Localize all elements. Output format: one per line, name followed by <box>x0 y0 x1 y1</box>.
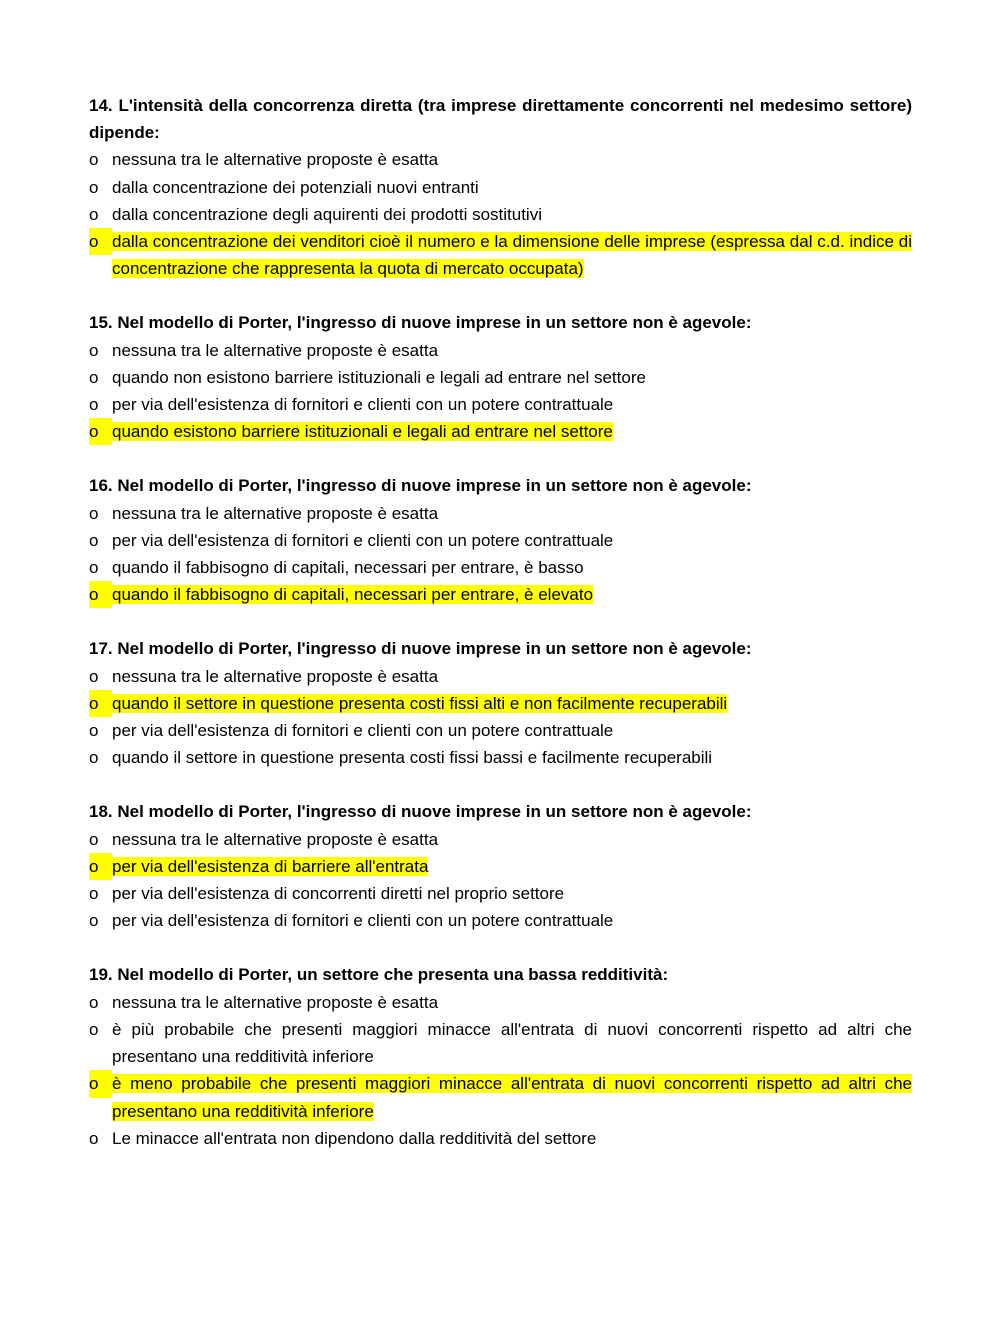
answer-option-text: nessuna tra le alternative proposte è esatta <box>112 503 439 523</box>
answer-options <box>89 500 912 609</box>
answer-option-text: nessuna tra le alternative proposte è esatta <box>112 340 439 360</box>
answer-option <box>89 527 912 554</box>
answer-option-text: nessuna tra le alternative proposte è esatta <box>112 666 439 686</box>
answer-option-text: per via dell'esistenza di fornitori e clienti con un potere contrattuale <box>112 530 614 550</box>
answer-option <box>89 1016 912 1070</box>
bullet-circle-icon: o <box>89 558 99 578</box>
answer-option <box>89 717 912 744</box>
question-title: 15. Nel modello di Porter, l'ingresso di nuove imprese in un settore non è agevole: <box>89 313 752 333</box>
bullet-circle-icon: o <box>89 911 99 931</box>
answer-option-text: nessuna tra le alternative proposte è esatta <box>112 992 439 1012</box>
bullet-circle-icon: o <box>89 721 99 741</box>
bullet-circle-icon: o <box>89 150 99 170</box>
question-block <box>89 309 912 445</box>
bullet-circle-icon: o <box>89 367 99 387</box>
bullet-circle-icon: o <box>89 395 99 415</box>
answer-option-correct <box>89 581 912 608</box>
answer-options <box>89 146 912 282</box>
question-title: 18. Nel modello di Porter, l'ingresso di nuove imprese in un settore non è agevole: <box>89 802 752 822</box>
answer-option-text: nessuna tra le alternative proposte è esatta <box>112 829 439 849</box>
answer-options <box>89 663 912 772</box>
answer-options <box>89 826 912 935</box>
answer-options <box>89 989 912 1152</box>
answer-option <box>89 1125 912 1152</box>
question-block <box>89 472 912 608</box>
question-block <box>89 961 912 1151</box>
answer-option <box>89 989 912 1016</box>
question-title: 19. Nel modello di Porter, un settore che presenta una bassa redditività: <box>89 965 669 985</box>
bullet-circle-icon: o <box>89 581 112 608</box>
bullet-circle-icon: o <box>89 853 112 880</box>
bullet-circle-icon: o <box>89 1019 99 1039</box>
answer-option-text: è meno probabile che presenti maggiori minacce all'entrata di nuovi concorrenti rispetto ad altri che presentano una redditività inferiore <box>112 1074 912 1121</box>
answer-option <box>89 880 912 907</box>
answer-option-text: quando il fabbisogno di capitali, necessari per entrare, è elevato <box>112 585 594 605</box>
document-page <box>89 92 912 1179</box>
answer-option <box>89 146 912 173</box>
answer-option-text: quando il settore in questione presenta costi fissi bassi e facilmente recuperabili <box>112 748 713 768</box>
bullet-circle-icon: o <box>89 530 99 550</box>
answer-option-text: per via dell'esistenza di concorrenti diretti nel proprio settore <box>112 884 565 904</box>
answer-option <box>89 744 912 771</box>
answer-option <box>89 663 912 690</box>
answer-option-correct <box>89 1070 912 1124</box>
answer-option <box>89 174 912 201</box>
answer-option <box>89 201 912 228</box>
answer-option-correct <box>89 228 912 282</box>
answer-option <box>89 907 912 934</box>
answer-option-text: per via dell'esistenza di fornitori e clienti con un potere contrattuale <box>112 721 614 741</box>
answer-option-text: Le minacce all'entrata non dipendono dalla redditività del settore <box>112 1128 597 1148</box>
answer-options <box>89 337 912 446</box>
answer-option-text: per via dell'esistenza di barriere all'entrata <box>112 856 429 876</box>
answer-option-text: quando esistono barriere istituzionali e legali ad entrare nel settore <box>112 422 613 442</box>
bullet-circle-icon: o <box>89 748 99 768</box>
answer-option-correct <box>89 853 912 880</box>
bullet-circle-icon: o <box>89 992 99 1012</box>
bullet-circle-icon: o <box>89 690 112 717</box>
answer-option-text: per via dell'esistenza di fornitori e clienti con un potere contrattuale <box>112 911 614 931</box>
answer-option <box>89 364 912 391</box>
bullet-circle-icon: o <box>89 340 99 360</box>
question-block <box>89 798 912 934</box>
answer-option-correct <box>89 690 912 717</box>
answer-option-text: quando non esistono barriere istituzionali e legali ad entrare nel settore <box>112 367 646 387</box>
question-title: 17. Nel modello di Porter, l'ingresso di nuove imprese in un settore non è agevole: <box>89 639 752 659</box>
answer-option-text: dalla concentrazione dei potenziali nuovi entranti <box>112 177 479 197</box>
bullet-circle-icon: o <box>89 666 99 686</box>
bullet-circle-icon: o <box>89 1128 99 1148</box>
bullet-circle-icon: o <box>89 829 99 849</box>
bullet-circle-icon: o <box>89 228 112 255</box>
bullet-circle-icon: o <box>89 884 99 904</box>
answer-option <box>89 500 912 527</box>
bullet-circle-icon: o <box>89 418 112 445</box>
answer-option-correct <box>89 418 912 445</box>
answer-option-text: nessuna tra le alternative proposte è esatta <box>112 150 439 170</box>
question-block <box>89 92 912 282</box>
bullet-circle-icon: o <box>89 177 99 197</box>
question-list <box>89 92 912 1152</box>
answer-option-text: quando il fabbisogno di capitali, necessari per entrare, è basso <box>112 558 584 578</box>
bullet-circle-icon: o <box>89 204 99 224</box>
answer-option-text: è più probabile che presenti maggiori minacce all'entrata di nuovi concorrenti rispetto ad altri che presentano una redditività inferiore <box>112 1019 912 1067</box>
answer-option-text: per via dell'esistenza di fornitori e clienti con un potere contrattuale <box>112 395 614 415</box>
question-block <box>89 635 912 771</box>
answer-option <box>89 554 912 581</box>
answer-option-text: quando il settore in questione presenta costi fissi alti e non facilmente recuperabili <box>112 693 728 713</box>
question-title: 14. L'intensità della concorrenza diretta (tra imprese direttamente concorrenti nel medesimo settore) dipende: <box>89 96 912 143</box>
bullet-circle-icon: o <box>89 1070 112 1097</box>
answer-option-text: dalla concentrazione dei venditori cioè il numero e la dimensione delle imprese (espressa dal c.d. indice di concentrazione che rappresenta la quota di mercato occupata) <box>112 232 912 279</box>
answer-option-text: dalla concentrazione degli aquirenti dei prodotti sostitutivi <box>112 204 542 224</box>
question-title: 16. Nel modello di Porter, l'ingresso di nuove imprese in un settore non è agevole: <box>89 476 752 496</box>
answer-option <box>89 826 912 853</box>
answer-option <box>89 337 912 364</box>
answer-option <box>89 391 912 418</box>
bullet-circle-icon: o <box>89 503 99 523</box>
